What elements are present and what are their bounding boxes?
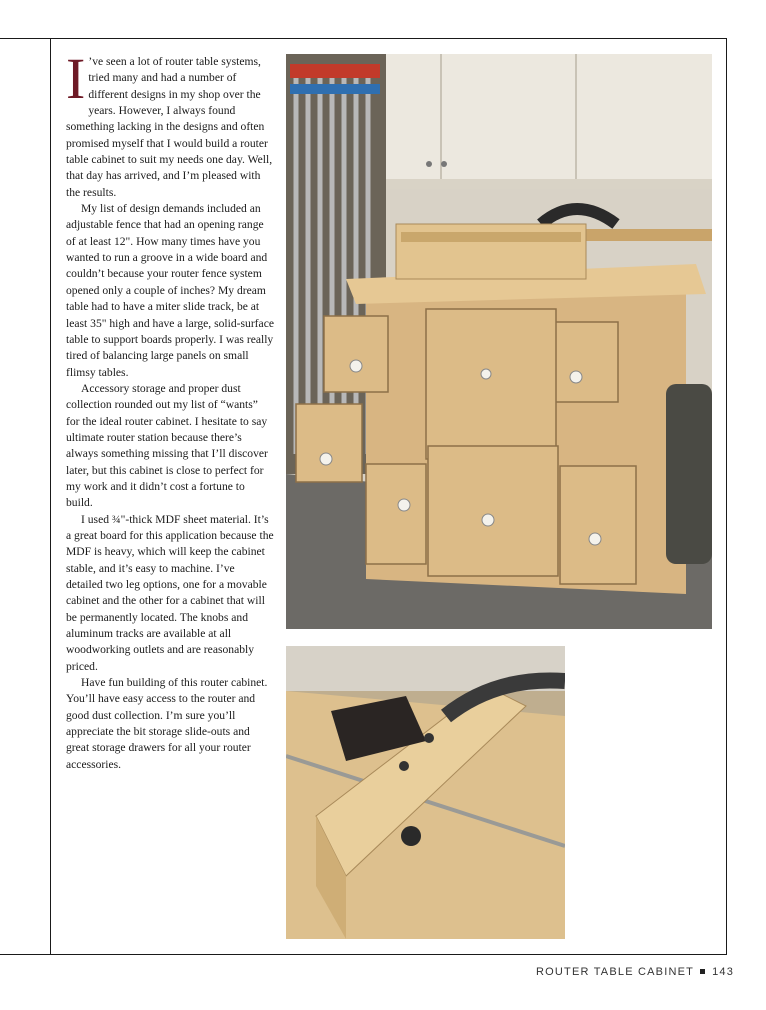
left-rule (50, 38, 51, 955)
square-bullet-icon (700, 969, 705, 974)
paragraph-1: I ’ve seen a lot of router table systems, tried many and had a number of different designs in my shop over the years. However, I always found something lacking in the designs and often promised myself that I would build a router table cabinet to suit my needs one day. Well, that day has arrived, and I’m pleased with the results. (66, 46, 273, 199)
right-rule (726, 38, 727, 955)
paragraph-2: My list of design demands included an adjustable fence that had an opening range of at least 12". How many times have you wanted to run a groove in a wide board and couldn’t because your router fence system opened only a couple of inches? My dream table had to have a miter slide track, be at least 35" high and have a large, solid-surface table to support boards properly. I was really tired of balancing large panels on small flimsy tables. (66, 202, 274, 379)
article-body (66, 46, 274, 773)
fence-closeup-photo (286, 646, 565, 939)
bottom-rule (0, 954, 727, 955)
paragraph-5: Have fun building of this router cabinet. You’ll have easy access to the router and good dust collection. I’m sure you’ll appreciate the bit storage slide-outs and great storage drawers for all your router accessories. (66, 676, 268, 771)
paragraph-3: Accessory storage and proper dust collection rounded out my list of “wants” for the ideal router cabinet. I hesitate to say ultimate router station because there’s always something missing that I’ll discover later, but this cabinet is close to perfect for my work and it didn’t cost a fortune to build. (66, 381, 268, 510)
page-footer (536, 966, 735, 982)
top-rule (0, 38, 727, 39)
paragraph-4: I used ¾"-thick MDF sheet material. It’s a great board for this application because the MDF is heavy, which will keep the cabinet stable, and it’s easy to machine. I’ve detailed two leg options, one for a movable cabinet and the other for a cabinet that will be permanently located. The knobs and aluminum tracks are available at all woodworking outlets and are reasonably priced. (66, 512, 274, 673)
running-title: ROUTER TABLE CABINET (536, 966, 695, 978)
page-number: 143 (712, 966, 735, 978)
drop-cap: I (66, 46, 86, 111)
cabinet-photo (286, 54, 712, 629)
